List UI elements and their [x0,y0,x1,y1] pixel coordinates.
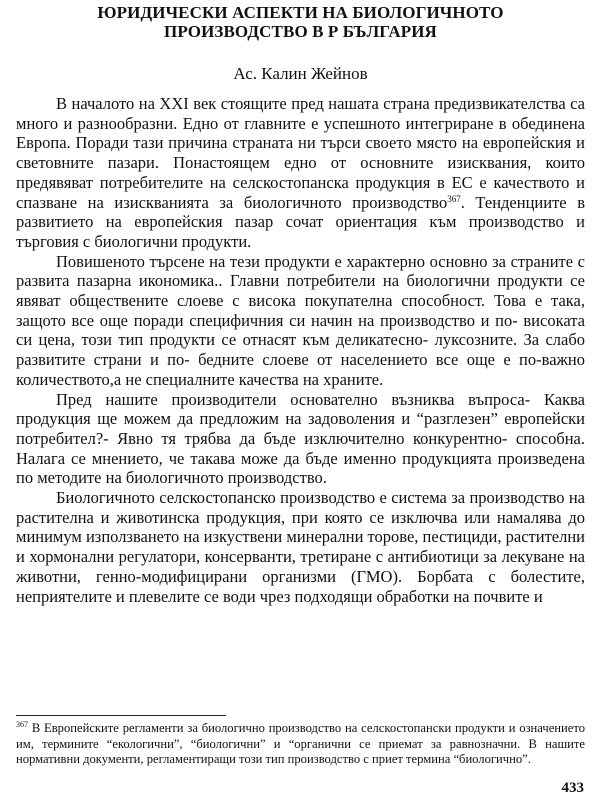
article-body [16,94,585,606]
author-name: Ас. Калин Жейнов [233,64,368,83]
paragraph-1-text-a: В началото на XXI век стоящите пред нашата страна предизвикателства са много и разнообразни. Едно от главните е успешното интегриране в обединена Европа. Поради тази причина страната ни търси своето място на европейския и световните пазари. Понастоящем едно от основните изисквания, които предявяват потребителите на селскостопанска продукция в ЕС е качеството и спазване на изискванията за биологичното производство [16,94,585,212]
page-number: 433 [561,780,584,796]
footnote-reference: 367 [447,193,461,204]
paragraph-1-text-b: . Тенденциите в развитието на европейския пазар сочат ориентация към производство и търговия с биологични продукти. [16,192,586,251]
footnote-number: 367 [16,720,28,729]
paragraph-4: Биологичното селскостопанско производство е система за производство на растителна и животинска продукция, при която се изключва или намалява до минимум използването на изкуствени минерални торове, пестициди, растителни и хормонални регулатори, консерванти, третиране с антибиотици за лекуване на животни, генно-модифицирани организми (ГМО). Борбата с болестите, неприятелите и плевелите се води чрез подходящи обработки на почвите и [16,488,585,606]
paragraph-1 [16,94,585,252]
footnote [16,721,585,768]
paragraph-2: Повишеното търсене на тези продукти е характерно основно за страните с развита пазарна икономика.. Главни потребители на биологични продукти се явяват обществените слоеве с висока покупателна способност. Това е така, защото все още поради специфичния си начин на производство и по- високата си цена, този тип продукти се отнасят към деликатесно- луксозните. За слабо развитите страни и по- бедните слоеве от населението все още е по-важно количеството,а не специалните качества на храните. [16,251,585,389]
title-line-1: ЮРИДИЧЕСКИ АСПЕКТИ НА БИОЛОГИЧНОТО [97,3,504,22]
article-title [16,3,585,41]
title-line-2: ПРОИЗВОДСТВО В Р БЪЛГАРИЯ [164,22,437,41]
footnote-text: В Европейските регламенти за биологично производство на селскостопански продукти и означението им, термините “екологични”, “биологични” и “органични се приемат за равнозначни. В нашите нормативни документи, регламентиращи този тип производство с приет термина “биологично”. [16,721,585,767]
footnote-separator [16,715,226,716]
paragraph-3: Пред нашите производители основателно възниква въпроса- Каква продукция ще можем да предложим на задоволения и “разглезен” европейски потребител?- Явно тя трябва да бъде изключително конкурентно- способна. Налага се мнението, че такава може да бъде именно продукцията произведена по методите на биологичното производство. [16,389,585,488]
